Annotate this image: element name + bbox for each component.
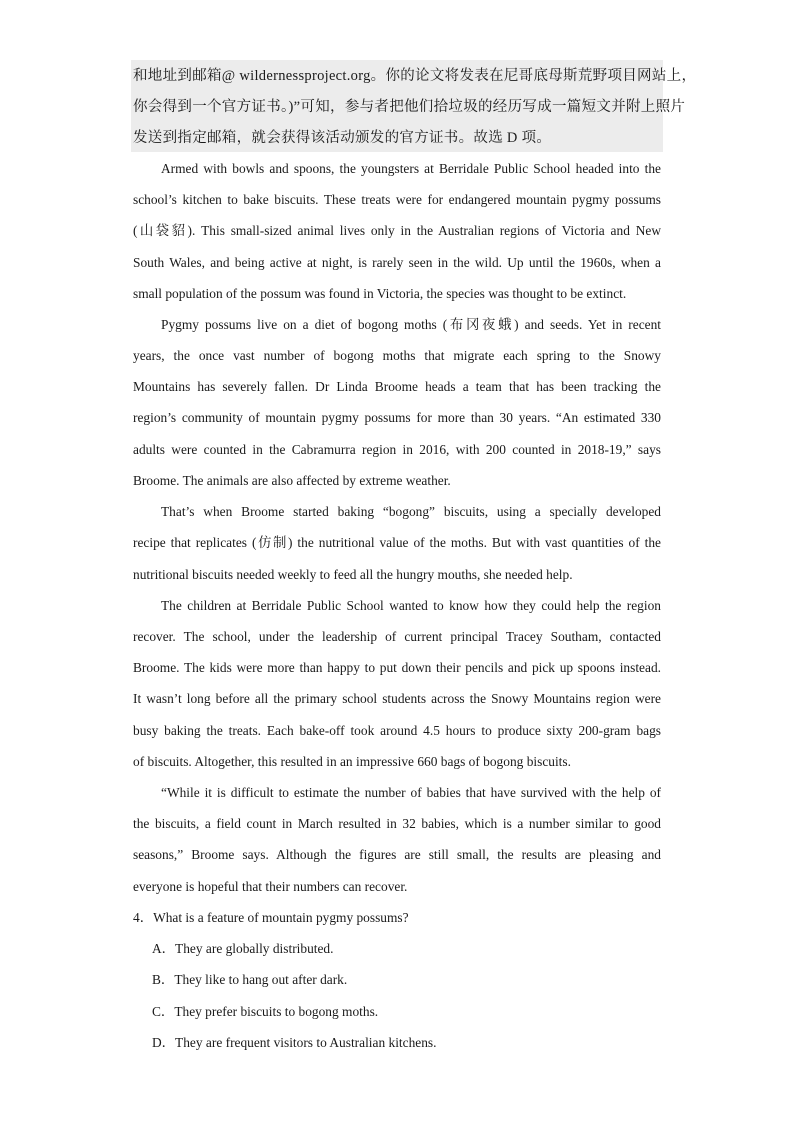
explanation-line: 和地址到邮箱@ wildernessproject.org。你的论文将发表在尼哥底母斯荒野项目网站上， — [133, 68, 697, 84]
passage-line: Broome. The animals are also affected by extreme weather. — [133, 473, 451, 488]
passage-line: The children at Berridale Public School wanted to know how they could help the region — [161, 598, 661, 613]
passage-line: of biscuits. Altogether, this resulted in an impressive 660 bags of bogong biscuits. — [133, 754, 571, 769]
passage-line: That’s when Broome started baking “bogong” biscuits, using a specially developed — [161, 504, 661, 519]
passage-line: recipe that replicates (仿制) the nutritional value of the moths. But with vast quantities of the — [133, 535, 661, 550]
passage-line: It wasn’t long before all the primary school students across the Snowy Mountains region were — [133, 691, 661, 706]
passage-line: nutritional biscuits needed weekly to feed all the hungry mouths, she needed help. — [133, 567, 573, 582]
passage-line: everyone is hopeful that their numbers can recover. — [133, 879, 408, 894]
passage-line: the biscuits, a field count in March resulted in 32 babies, which is a number similar to good — [133, 816, 661, 831]
explanation-line: 你会得到一个官方证书。)”可知，参与者把他们拾垃圾的经历写成一篇短文并附上照片 — [133, 99, 686, 115]
passage-line: Pygmy possums live on a diet of bogong moths (布冈夜蛾) and seeds. Yet in recent — [161, 317, 661, 332]
passage-line: (山袋貂). This small-sized animal lives only in the Australian regions of Victoria and New — [133, 223, 661, 238]
passage-line: “While it is difficult to estimate the number of babies that have survived with the help of — [161, 785, 661, 800]
option-b[interactable]: B．They like to hang out after dark. — [152, 972, 348, 987]
passage-line: busy baking the treats. Each bake-off took around 4.5 hours to produce sixty 200-gram bags — [133, 723, 661, 738]
passage-line: school’s kitchen to bake biscuits. These treats were for endangered mountain pygmy possums — [133, 192, 661, 207]
question-stem: 4．What is a feature of mountain pygmy possums? — [133, 910, 409, 925]
passage-line: small population of the possum was found in Victoria, the species was thought to be extinct. — [133, 286, 627, 301]
passage-line: Broome. The kids were more than happy to put down their pencils and pick up spoons instead. — [133, 660, 661, 675]
passage-line: Mountains has severely fallen. Dr Linda Broome heads a team that has been tracking the — [133, 379, 661, 394]
option-d[interactable]: D．They are frequent visitors to Australian kitchens. — [152, 1035, 437, 1050]
passage-line: Armed with bowls and spoons, the youngsters at Berridale Public School headed into the — [161, 161, 661, 176]
explanation-line: 发送到指定邮箱，就会获得该活动颁发的官方证书。故选 D 项。 — [133, 130, 552, 146]
passage-line: recover. The school, under the leadership of current principal Tracey Southam, contacted — [133, 629, 661, 644]
passage-line: South Wales, and being active at night, is rarely seen in the wild. Up until the 1960s, when a — [133, 255, 661, 270]
option-c[interactable]: C．They prefer biscuits to bogong moths. — [152, 1004, 379, 1019]
passage-line: region’s community of mountain pygmy possums for more than 30 years. “An estimated 330 — [133, 410, 661, 425]
passage-line: seasons,” Broome says. Although the figures are still small, the results are pleasing and — [133, 847, 661, 862]
option-a[interactable]: A．They are globally distributed. — [152, 941, 334, 956]
passage-line: adults were counted in the Cabramurra region in 2016, with 200 counted in 2018-19,” says — [133, 442, 661, 457]
passage-line: years, the once vast number of bogong moths that migrate each spring to the Snowy — [133, 348, 661, 363]
